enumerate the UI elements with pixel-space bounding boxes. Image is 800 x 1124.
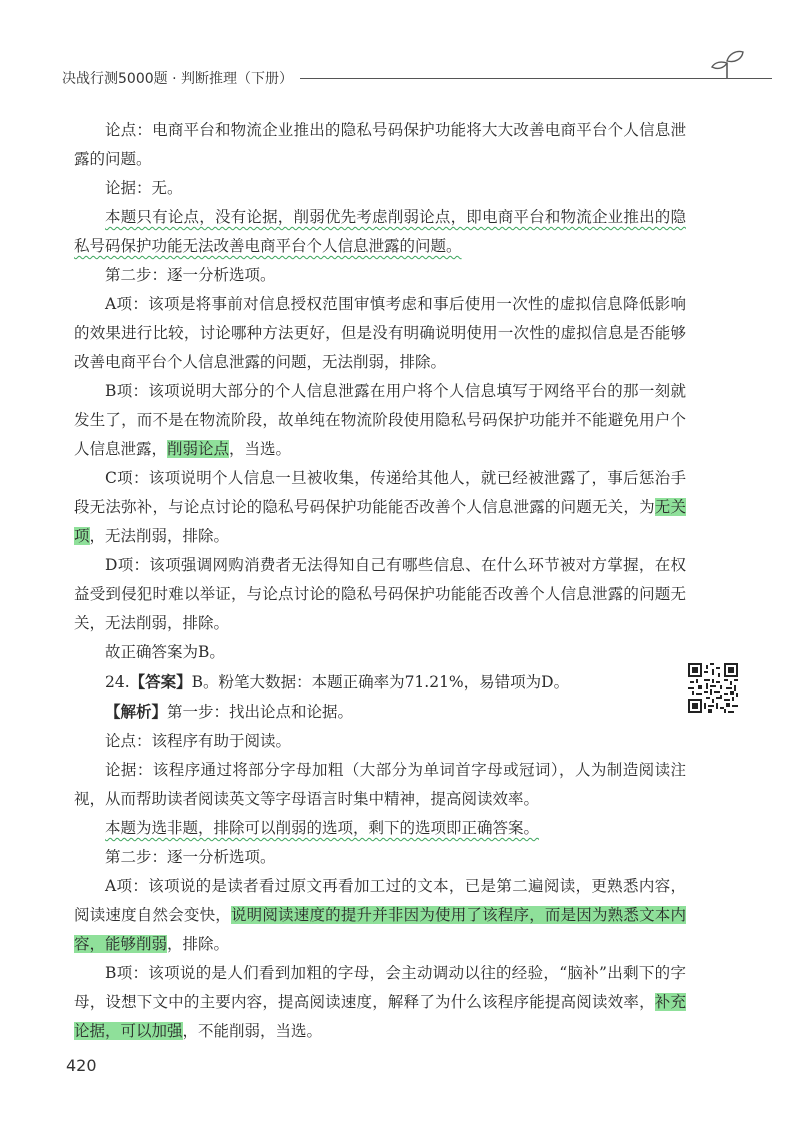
text-segment: 24. [105,673,130,691]
text-segment: ，排除。 [167,935,230,953]
text-segment: 论点：该程序有助于阅读。 [105,732,292,750]
text-segment: 第二步：逐一分析选项。 [105,848,276,866]
paragraph [74,290,686,377]
answer-explanation [74,116,686,1046]
text-segment: C项：该项说明个人信息一旦被收集，传递给其他人，就已经被泄露了，事后惩治手段无法弥补，与论点讨论的隐私号码保护功能能否改善个人信息泄露的问题无关，为 [74,469,686,516]
sprout-icon [709,45,745,81]
paragraph [74,174,686,203]
highlighted-text: 说明阅读速度的提升并非因为使用了该程序，而是因为熟悉文本内容，能够削弱 [74,906,686,953]
text-segment: D项：该项强调网购消费者无法得知自己有哪些信息、在什么环节被对方掌握，在权益受到侵犯时难以举证，与论点讨论的隐私号码保护功能能否改善个人信息泄露的问题无关，无法削弱，排除。 [74,556,686,632]
paragraph [74,814,686,843]
text-segment: B项：该项说明大部分的个人信息泄露在用户将个人信息填写于网络平台的那一刻就发生了，而不是在物流阶段，故单纯在物流阶段使用隐私号码保护功能并不能避免用户个人信息泄露， [74,382,686,458]
highlighted-text: 补充论据，可以加强 [74,993,686,1040]
highlighted-text: 无关项 [74,498,686,545]
underlined-text: 本题只有论点，没有论据，削弱优先考虑削弱论点，即电商平台和物流企业推出的隐私号码保护功能无法改善电商平台个人信息泄露的问题。 [74,208,686,255]
text-segment: B。粉笔大数据：本题正确率为71.21%，易错项为D。 [191,673,570,691]
paragraph [74,377,686,464]
paragraph [74,464,686,551]
paragraph [74,667,686,697]
page-header [62,62,752,92]
qr-code-icon[interactable] [688,663,738,713]
paragraph [74,638,686,667]
section-label: 【解析】 [105,702,168,721]
paragraph [74,261,686,290]
page-number: 420 [66,1056,97,1075]
underlined-text: 本题为选非题，排除可以削弱的选项，剩下的选项即正确答案。 [105,819,540,837]
text-segment: 论点：电商平台和物流企业推出的隐私号码保护功能将大大改善电商平台个人信息泄露的问题。 [74,121,686,168]
paragraph [74,872,686,959]
text-segment: B项：该项说的是人们看到加粗的字母，会主动调动以往的经验，“脑补”出剩下的字母，设想下文中的主要内容，提高阅读速度，解释了为什么该程序能提高阅读效率， [74,964,686,1011]
header-rule [300,78,772,79]
text-segment: ，当选。 [229,440,292,458]
paragraph [74,756,686,814]
text-segment: 故正确答案为B。 [105,643,225,661]
text-segment: ，无法削弱，排除。 [89,527,230,545]
paragraph [74,843,686,872]
paragraph [74,116,686,174]
paragraph [74,727,686,756]
section-label: 【答案】 [129,672,192,691]
highlighted-text: 削弱论点 [167,440,230,458]
text-segment: 论据：无。 [105,179,183,197]
text-segment: 第二步：逐一分析选项。 [105,266,276,284]
text-segment: A项：该项是将事前对信息授权范围审慎考虑和事后使用一次性的虚拟信息降低影响的效果进行比较，讨论哪种方法更好，但是没有明确说明使用一次性的虚拟信息是否能够改善电商平台个人信息泄露的问题，无法削弱，排除。 [74,295,686,371]
paragraph [74,959,686,1046]
text-segment: A项：该项说的是读者看过原文再看加工过的文本，已是第二遍阅读，更熟悉内容，阅读速度自然会变快， [74,877,686,924]
paragraph [74,551,686,638]
text-segment: ，不能削弱，当选。 [182,1022,323,1040]
text-segment: 论据：该程序通过将部分字母加粗（大部分为单词首字母或冠词），人为制造阅读注视，从而帮助读者阅读英文等字母语言时集中精神，提高阅读效率。 [74,761,686,808]
paragraph [74,203,686,261]
text-segment: 第一步：找出论点和论据。 [167,703,354,721]
paragraph [74,697,686,727]
header-title: 决战行测5000题 · 判断推理（下册） [62,71,293,87]
